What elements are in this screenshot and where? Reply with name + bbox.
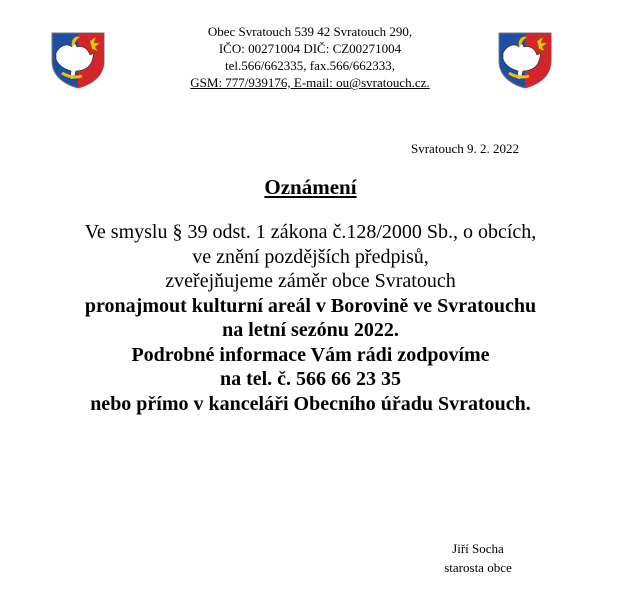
municipality-header (150, 23, 470, 91)
body-line-office: nebo přímo v kanceláři Obecního úřadu Svratouch. (90, 392, 531, 415)
document-date: Svratouch 9. 2. 2022 (411, 141, 519, 156)
header-tel-fax: tel.566/662335, fax.566/662333, (224, 58, 396, 73)
header-address: Obec Svratouch 539 42 Svratouch 290, (207, 24, 413, 39)
header-gsm-email: GSM: 777/939176, E-mail: ou@svratouch.cz. (190, 75, 430, 90)
body-line-law-reference: Ve smyslu § 39 odst. 1 zákona č.128/2000 Sb., o obcích, (84, 221, 537, 243)
signatory-role: starosta obce (444, 560, 512, 575)
coat-of-arms-right (497, 31, 553, 89)
coat-of-arms-left (50, 31, 106, 89)
body-line-amendments: ve znění pozdějších předpisů, (192, 245, 429, 268)
signatory-name: Jiří Socha (452, 541, 504, 556)
body-line-season: na letní sezónu 2022. (222, 319, 399, 341)
signature-block (400, 539, 556, 577)
coat-of-arms-icon (50, 31, 106, 89)
body-line-lease-subject: pronajmout kulturní areál v Borovině ve Svratouchu (84, 294, 537, 317)
coat-of-arms-icon (497, 31, 553, 89)
body-line-phone: na tel. č. 566 66 23 35 (219, 368, 402, 390)
body-line-info-offer: Podrobné informace Vám rádi zodpovíme (131, 343, 490, 366)
header-ico-dic: IČO: 00271004 DIČ: CZ00271004 (218, 41, 402, 56)
announcement-body (0, 220, 621, 416)
body-line-publish-intent: zveřejňujeme záměr obce Svratouch (165, 270, 456, 292)
page-title: Oznámení (264, 175, 357, 199)
